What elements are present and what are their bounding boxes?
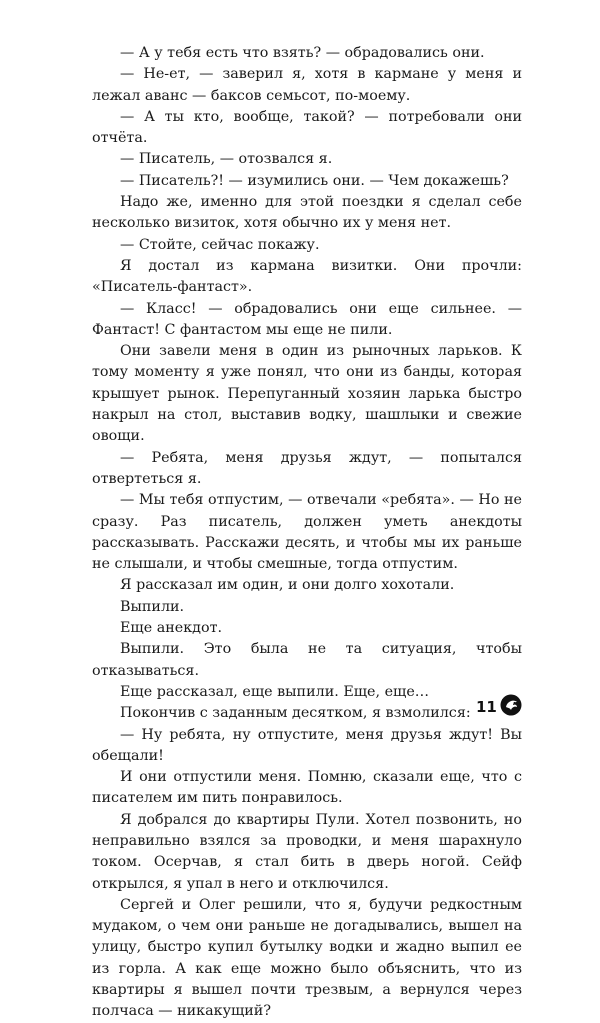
paragraph: Я достал из кармана визитки. Они прочли: «Писатель-фантаст».	[92, 257, 522, 296]
paragraph: — Класс! — обрадовались они еще сильнее. — Фантаст! С фантастом мы еще не пили.	[92, 300, 522, 338]
paragraph: Я добрался до квартиры Пули. Хотел позвонить, но неправильно взялся за проводки, и меня шарахнуло током. Осерчав, я стал бить в дверь ногой. Сейф открылся, я упал в него и отключился.	[92, 811, 522, 892]
page-body-text	[92, 43, 522, 1023]
paragraph: Я рассказал им один, и они долго хохотали.	[120, 577, 455, 594]
paragraph: — Не-ет, — заверил я, хотя в кармане у меня и лежал аванс — баксов семьсот, по-моему.	[92, 66, 522, 104]
paragraph: Они завели меня в один из рыночных ларьков. К тому моменту я уже понял, что они из банды, которая крышует рынок. Перепуганный хозяин ларька быстро накрыл на стол, выставив водку, шашлыки и свежие овощи.	[92, 343, 522, 445]
paragraph: Надо же, именно для этой поездки я сделал себе несколько визиток, хотя обычно их у меня нет.	[92, 194, 522, 232]
paragraph: Сергей и Олег решили, что я, будучи редкостным мудаком, о чем они раньше не догадывались, вышел на улицу, быстро купил бутылку водки и жадно выпил ее из горла. А как еще можно было объяснить, что из квартиры я вышел почти трезвым, а вернулся через полчаса — никакущий?	[92, 896, 522, 1020]
paragraph: Еще анекдот.	[120, 620, 223, 637]
dragon-logo-icon	[499, 693, 523, 717]
paragraph: Выпили.	[120, 598, 185, 615]
paragraph: — Стойте, сейчас покажу.	[120, 236, 320, 253]
paragraph: — А ты кто, вообще, такой? — потребовали они отчёта.	[92, 108, 522, 147]
paragraph: — Писатель?! — изумились они. — Чем докажешь?	[120, 172, 509, 189]
paragraph: — Ребята, меня друзья ждут, — попытался отвертеться я.	[92, 449, 522, 487]
paragraph: — Писатель, — отозвался я.	[120, 151, 333, 168]
paragraph: — Мы тебя отпустим, — отвечали «ребята». — Но не сразу. Раз писатель, должен уметь анекдоты рассказывать. Расскажи десять, и чтобы мы их раньше не слышали, и чтобы смешные, тогда отпустим.	[92, 492, 522, 573]
paragraph: — Ну ребята, ну отпустите, меня друзья ждут! Вы обещали!	[92, 726, 522, 764]
paragraph: Выпили. Это была не та ситуация, чтобы отказываться.	[92, 641, 522, 679]
paragraph: И они отпустили меня. Помню, сказали еще, что с писателем им пить понравилось.	[92, 769, 522, 807]
page-number: 11	[476, 698, 497, 716]
paragraph: — А у тебя есть что взять? — обрадовались они.	[120, 45, 485, 61]
paragraph: Покончив с заданным десятком, я взмолился:	[120, 705, 471, 722]
paragraph: Еще рассказал, еще выпили. Еще, еще…	[120, 683, 430, 700]
